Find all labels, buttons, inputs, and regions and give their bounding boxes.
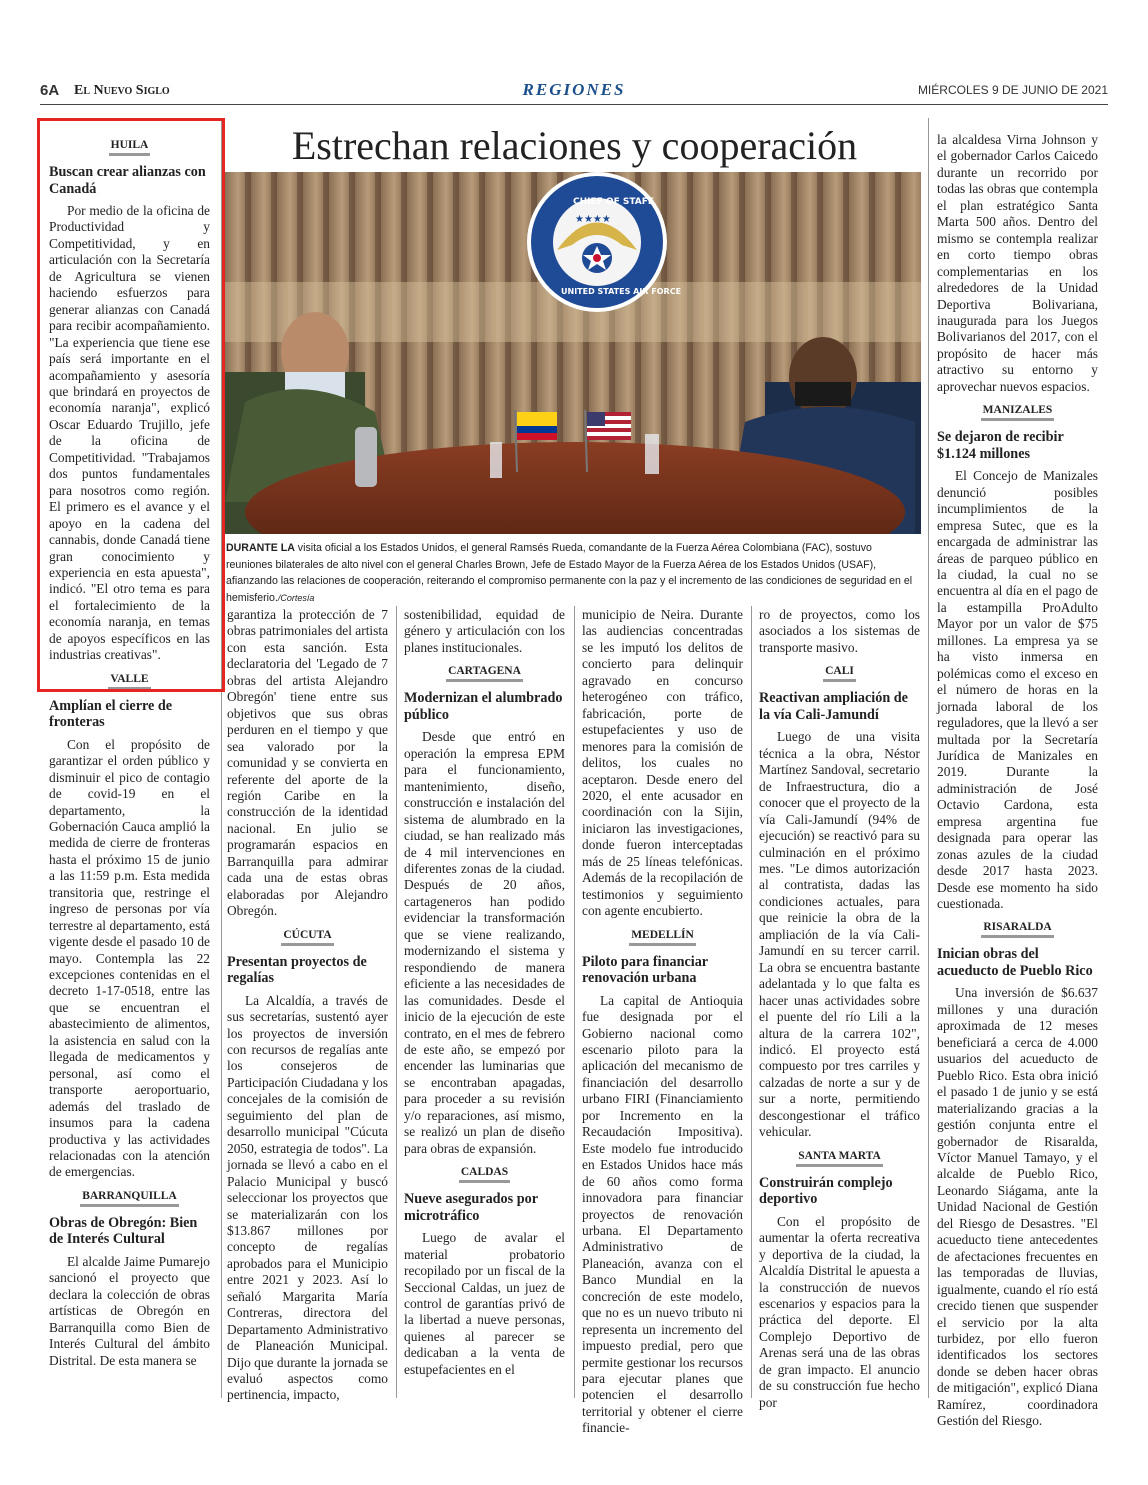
main-headline: Estrechan relaciones y cooperación	[291, 123, 858, 168]
column-6	[937, 132, 1098, 1430]
caption-text: visita oficial a los Estados Unidos, el general Ramsés Rueda, comandante de la Fuerza Aérea Colombiana (FAC), sostuvo reuniones bilaterales de alto nivel con el general Charles Brown, Jefe de Estado Mayor de la Fuerza Aérea de los Estados Unidos (USAF), afianzando las relaciones de cooperación, reiterando el compromiso permanente con la paz y el incremento de las condiciones de seguridad en el hemisferio.	[226, 542, 913, 604]
column-2	[227, 607, 388, 1404]
column-4	[582, 607, 743, 1437]
body-cartagena: Desde que entró en operación la empresa EPM para el funcionamiento, mantenimiento, diseño, construcción e instalación del sistema de alumbrado en la ciudad, se han realizado más de 4 mil intervenciones en diferentes zonas de la ciudad. Después de 20 años, cartageneros han podido evidenciar la transformación que se viene realizando, modernizando el sistema y respondiendo de manera eficiente a las necesidades de las comunidades. Desde el inicio de la ejecución de este contrato, en el mes de febrero de este año, se empezó por encender las luminarias que se encontraban apagadas, para proceder a su revisión y/o reparaciones, así mismo, se realizó un plan de diseño para obras de expansión.	[404, 729, 565, 1156]
kicker-barranquilla: BARRANQUILLA	[49, 1187, 210, 1207]
body-continued-barranquilla: garantiza la protección de 7 obras patrimoniales del artista con esta sanción. Esta declaratoria del 'Legado de 7 obras del artista Alejandro Obregón' tiene entre sus objetivos que sus obras perduren en el tiempo y que sea valorado por la comunidad y se convierta en referente del aporte de la región Caribe en la construcción de la identidad nacional. En julio se programarán espacios en Barranquilla para admirar cada una de estas obras elaboradas por Alejandro Obregón.	[227, 607, 389, 919]
body-caldas: Luego de avalar el material probatorio recopilado por un fiscal de la Seccional Caldas, un juez de control de garantías privó de la libertad a nueve personas, quienes al parecer se dedicaban a la venta de estupefacientes en el	[404, 1230, 565, 1377]
headline-cucuta: Presentan proyectos de regalías	[227, 953, 367, 987]
body-medellin: La capital de Antioquia fue designada por el Gobierno nacional como escenario piloto para la aplicación del mecanismo de financiación del desarrollo urbano FIRI (Financiamiento por Incremento en la Recaudación Impositiva). Este modelo fue introducido en Estados Unidos hace más de 60 años como forma innovadora para financiar proyectos de renovación urbana. El Departamento Administrativo de Planeación, avanza con el Banco Mundial en la concreción de este modelo, que no es un nuevo tributo ni representa un incremento del impuesto predial, pero que permite gestionar los recursos para ejecutar planes que potencien el desarrollo territorial y obtener el cierre financie-	[582, 992, 743, 1436]
body-continued-cucuta: sostenibilidad, equidad de género y articulación con los planes institucionales.	[404, 607, 565, 655]
photo-credit: /Cortesía	[277, 592, 315, 603]
headline-santamarta: Construirán complejo deportivo	[759, 1174, 893, 1208]
main-photo	[225, 172, 921, 534]
kicker-medellin: MEDELLÍN	[582, 926, 743, 946]
body-cali: Luego de una visita técnica a la obra, Néstor Martínez Sandoval, secretario de Infraestructura, dio a conocer que el proyecto de la vía Cali-Jamundí (94% de ejecución) se reactivó para su culminación en el próximo mes. "Le dimos autorización al contratista, dadas las condiciones actuales, para que reinicie la obra de la ampliación de la vía Cali-Jamundí en su tercer carril. La obra se encuentra bastante adelantada y lo que falta es hacer unas actividades sobre el puente del río Lili a la altura de la carrera 102", indicó. El proyecto está compuesto por tres carriles y calzadas de norte a sur y de sur a norte, permitiendo descongestionar el tráfico vehicular.	[759, 729, 920, 1140]
page-number: 6A	[40, 82, 60, 99]
column-3	[404, 607, 565, 1378]
header-rule	[40, 104, 1108, 105]
svg-text:★★★★: ★★★★	[575, 214, 611, 225]
column-rule	[574, 606, 575, 1398]
body-risaralda: Una inversión de $6.637 millones y una duración aproximada de 12 meses beneficiará a cerca de 4.000 usuarios del acueducto de Pueblo Rico. Esta obra inició el pasado 1 de junio y se está materializando gracias a la gestión conjunta entre el gobernador de Risaralda, Víctor Manuel Tamayo, y el alcalde de Pueblo Rico, Leonardo Siágama, ante la Unidad Nacional de Gestión del Riesgo de Desastres. "El acueducto tiene antecedentes de afectaciones frecuentes en las temporadas de lluvias, igualmente, cuando el río está crecido tienen que suspender el servicio por la alta turbidez, por ello fueron identificados los sectores donde se deben hacer obras de mitigación", explicó Diana Ramírez, coordinadora Gestión del Riesgo.	[937, 985, 1098, 1429]
body-manizales: El Concejo de Manizales denunció posibles incumplimientos de la empresa Sutec, que es la encargada de administrar las áreas de parqueo público en la ciudad, la cual no se encuentra al día en el pago de la estampilla ProAdulto Mayor por un valor de $75 millones. La empresa ya se ha visto inmersa en polémicas como el exceso en el número de horas en la jornada laboral de los reguladores, que la llevó a ser multada por la Secretaría Jurídica de Manizales en 2019. Durante la administración de José Octavio Cardona, esta empresa argentina fue designada para operar las zonas azules de la ciudad desde 2017 hasta 2023. Desde ese momento ha sido cuestionada.	[937, 468, 1098, 912]
body-valle: Con el propósito de garantizar el orden público y disminuir el pico de contagio de covid-19 en el departamento, la Gobernación Cauca amplió la medida de cierre de fronteras hasta el próximo 15 de junio a las 11:59 p.m. Esta medida transitoria que, restringe el ingreso de personas por vía terrestre al departamento, está vigente desde el pasado 10 de mayo. Contempla las 22 excepciones contenidas en el decreto 1-17-0518, entre las que se encuentran el abastecimiento de alimentos, la asistencia en salud con la llegada de medicamentos y personal, así como el transporte aeroportuario, además del traslado de insumos para la cadena productiva y las actividades relacionadas con la atención de emergencias.	[49, 736, 210, 1180]
kicker-cali: CALI	[759, 662, 920, 682]
headline-cali: Reactivan ampliación de la vía Cali-Jamundí	[759, 690, 908, 723]
caption-lead: DURANTE LA	[226, 542, 295, 554]
body-huila: Por medio de la oficina de Productividad y Competitividad, y en articulación con la Secretaría de Agricultura se vienen haciendo esfuerzos para generar alianzas con Canadá para recibir acompañamiento. "La experiencia que tiene ese país será importante en el acompañamiento y asesoría que brindará en proyectos de economía naranja", explicó Oscar Eduardo Trujillo, jefe de la oficina de Competitividad. "Trabajamos dos puntos fundamentales para nosotros como región. El primero es el avance y el apoyo en la cadena del cannabis, donde Canadá tiene gran conocimiento y experiencia en esta apuesta", indicó. "El otro tema es para el fortalecimiento de la economía naranja, en temas de apoyos específicos en las industrias creativas".	[49, 203, 210, 663]
kicker-risaralda: RISARALDA	[937, 918, 1098, 938]
headline-medellin: Piloto para financiar renovación urbana	[582, 953, 708, 987]
highlight-box	[37, 118, 225, 692]
photo-caption	[226, 540, 918, 606]
headline-risaralda: Inician obras del acueducto de Pueblo Rico	[937, 946, 1093, 979]
kicker-cucuta: CÚCUTA	[227, 926, 388, 946]
emblem-bottom-text: UNITED STATES AIR FORCE	[561, 287, 682, 296]
emblem-top-text: CHIEF OF STAFF	[573, 197, 655, 207]
headline-cartagena: Modernizan el alumbrado público	[404, 690, 563, 723]
column-rule	[751, 606, 752, 1398]
body-barranquilla: El alcalde Jaime Pumarejo sancionó el proyecto que declara la colección de obras artísticas de Obregón en Barranquilla como Bien de Interés Cultural del ámbito Distrital. De esta manera se	[49, 1253, 210, 1368]
column-rule	[928, 118, 929, 1398]
issue-date: MIÉRCOLES 9 DE JUNIO DE 2021	[917, 83, 1108, 97]
kicker-santamarta: SANTA MARTA	[759, 1147, 920, 1167]
body-cucuta: La Alcaldía, a través de sus secretarías, sustentó ayer los proyectos de inversión con recursos de regalías ante los consejeros de Participación Ciudadana y los concejales de la comisión de seguimiento del plan de desarrollo municipal "Cúcuta 2050, estrategia de todos". La jornada se llevó a cabo en el Palacio Municipal y buscó seleccionar los proyectos que se materializarán con los $13.867 millones por concepto de regalías aprobados para el Municipio entre 2021 y 2023. Así lo señaló Margarita María Contreras, directora del Departamento Administrativo de Planeación Municipal. Dijo que durante la jornada se evaluó aspectos como pertinencia, impacto,	[227, 992, 389, 1403]
headline-valle: Amplían el cierre de fronteras	[49, 697, 173, 731]
column-rule	[396, 606, 397, 1398]
meeting-photo-illustration	[225, 172, 921, 534]
page-header	[40, 80, 1108, 104]
section-title: REGIONES	[522, 80, 626, 99]
column-5	[759, 607, 920, 1411]
body-santamarta: Con el propósito de aumentar la oferta recreativa y deportiva de la ciudad, la Alcaldía Distrital le apuesta a la construcción de nuevos escenarios y espacios para la práctica del deporte. El Complejo Deportivo de Arenas será una de las obras de gran impacto. El anuncio de su construcción fue hecho por	[759, 1213, 920, 1410]
headline-barranquilla: Obras de Obregón: Bien de Interés Cultural	[49, 1214, 198, 1248]
body-continued-santamarta: la alcaldesa Virna Johnson y el gobernador Carlos Caicedo durante un recorrido por todas las obras que contempla el plan estratégico Santa Marta 500 años. Dentro del mismo se contempla realizar en corto tiempo obras complementarias en los alrededores de la Unidad Deportiva Bolivariana, inaugurada para los Juegos Bolivarianos del 2017, con el propósito de hacer más atractivo su entorno y aprovechar nuevos espacios.	[937, 132, 1098, 394]
headline-caldas: Nueve asegurados por microtráfico	[404, 1191, 538, 1224]
kicker-manizales: MANIZALES	[937, 401, 1098, 421]
kicker-huila: HUILA	[49, 136, 210, 156]
headline-manizales: Se dejaron de recibir $1.124 millones	[937, 429, 1064, 462]
body-continued-medellin: ro de proyectos, como los asociados a los sistemas de transporte masivo.	[759, 607, 920, 655]
headline-huila: Buscan crear alianzas con Canadá	[49, 164, 206, 197]
kicker-valle: VALLE	[49, 670, 210, 690]
newspaper-name: El Nuevo Siglo	[74, 83, 170, 98]
kicker-caldas: CALDAS	[404, 1163, 565, 1183]
kicker-cartagena: CARTAGENA	[404, 662, 565, 682]
body-continued-caldas: municipio de Neira. Durante las audiencias concentradas se les imputó los delitos de concierto para delinquir agravado en concurso heterogéneo con tráfico, fabricación, porte de estupefacientes y uso de menores para la comisión de delitos, los cuales no aceptaron. Desde enero del 2020, el ente acusador en coordinación con la Sijin, iniciaron las investigaciones, donde fueron interceptadas más de 25 líneas telefónicas. Además de la recopilación de testimonios y seguimiento con agente encubierto.	[582, 607, 743, 919]
